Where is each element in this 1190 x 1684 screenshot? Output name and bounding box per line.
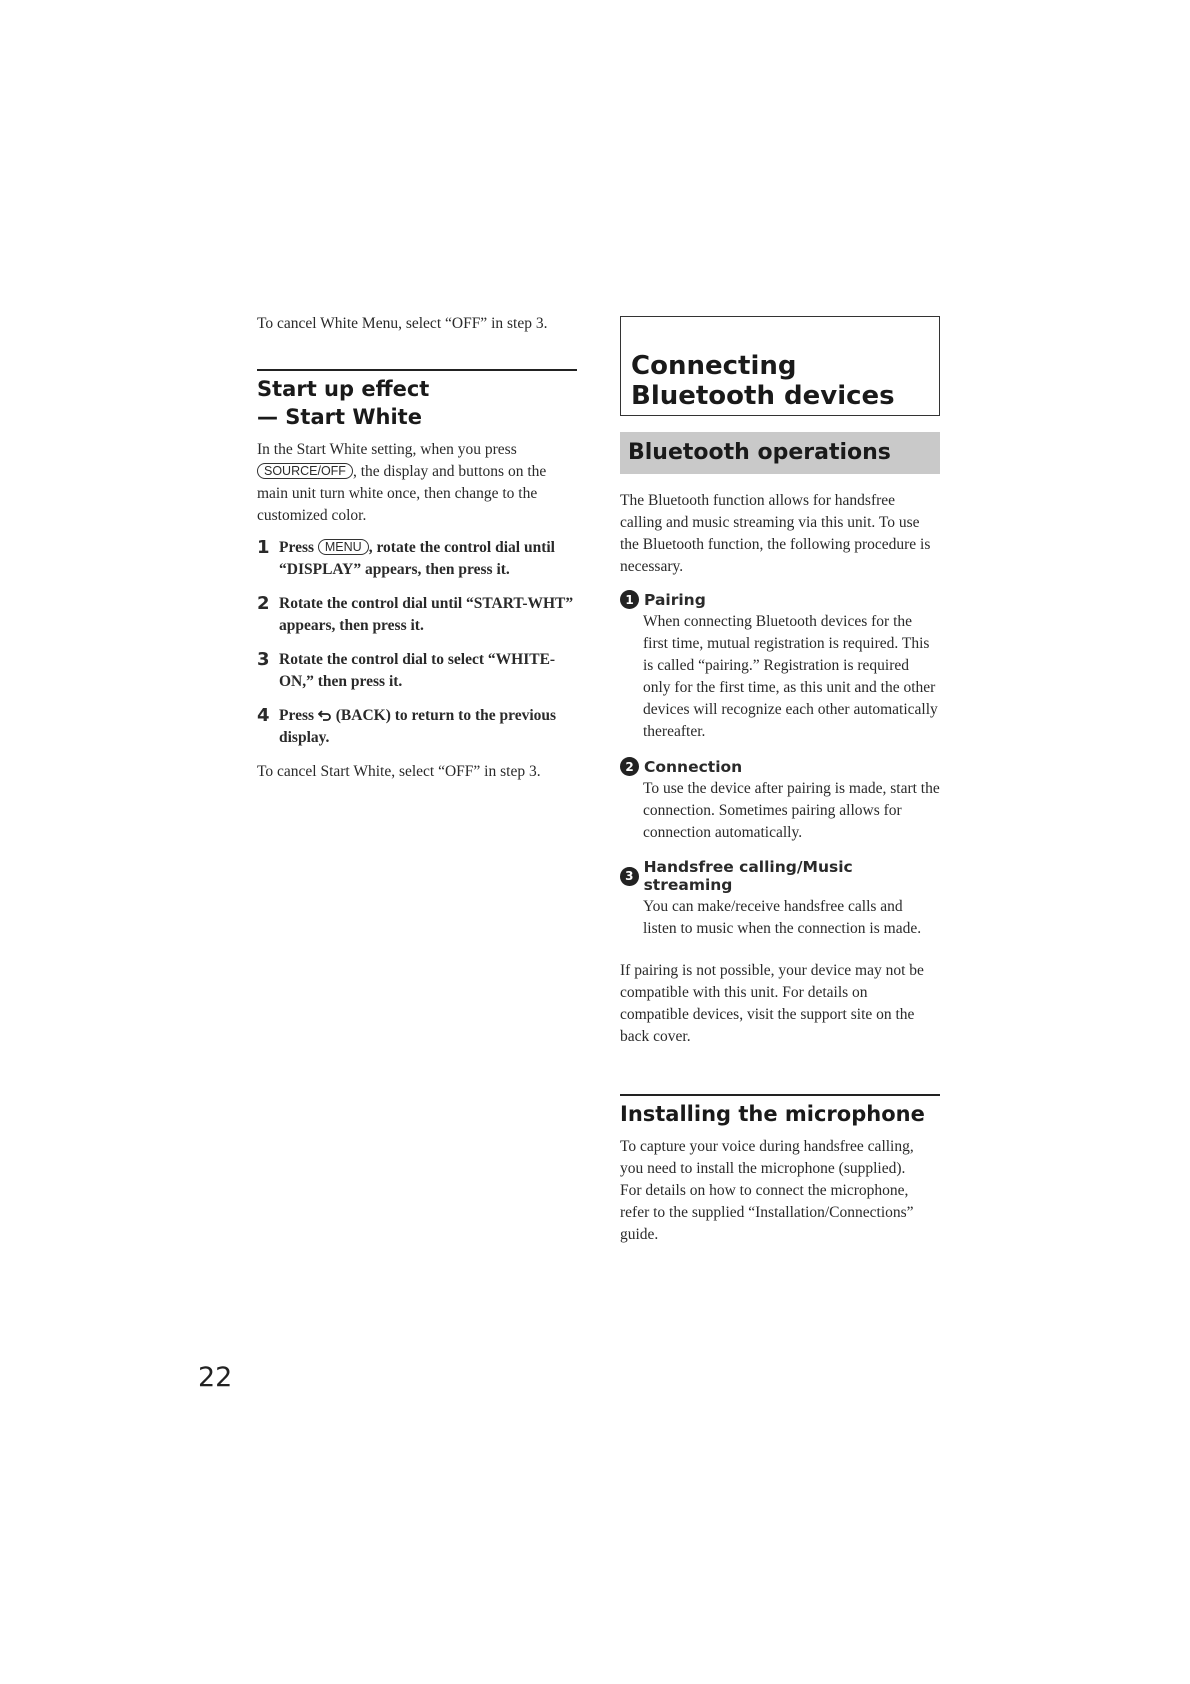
step-item [257,537,577,581]
microphone-text-1: To capture your voice during handsfree calling, you need to install the microphone (supplied). [620,1138,914,1177]
number-1-icon: 1 [620,590,639,609]
step-number: 1 [257,537,270,558]
step-number: 3 [257,649,270,670]
number-3-icon: 3 [620,867,639,886]
page-number: 22 [198,1362,233,1393]
step-number: 4 [257,705,270,726]
pairing-title: Pairing [644,590,706,609]
handsfree-text: You can make/receive handsfree calls and listen to music when the connection is made. [643,898,922,937]
connection-heading [620,757,940,776]
handsfree-heading [620,858,940,894]
step-item [257,705,577,749]
menu-key: MENU [318,539,369,555]
section-title [257,375,577,431]
step-text: Rotate the control dial to select “WHITE-ON,” then press it. [279,651,556,690]
pairing-compatibility-note: If pairing is not possible, your device may not be compatible with this unit. For details on compatible devices, visit the support site on the back cover. [620,962,924,1045]
chapter-title [631,351,929,411]
section-title-line1: Start up effect [257,377,430,401]
step-number: 2 [257,593,270,614]
start-white-cancel-note: To cancel Start White, select “OFF” in step 3. [257,763,541,780]
step-text: Rotate the control dial until “START-WHT” appears, then press it. [279,595,574,634]
microphone-title: Installing the microphone [620,1102,925,1126]
left-column [257,313,577,783]
step-item [257,593,577,637]
connection-item [620,757,940,844]
handsfree-title: Handsfree calling/Music streaming [643,858,853,894]
pairing-text: When connecting Bluetooth devices for the first time, mutual registration is required. This is called “pairing.” Registration is required only for the first time, as this unit and the other devices will recognize each other automatically thereafter. [643,613,938,740]
back-arrow-icon [318,707,332,724]
chapter-title-line1: Connecting [631,351,797,381]
description-text-cont: , the display and buttons on the main unit turn white once, then change to the customized color. [257,463,547,524]
step-text: Press MENU , rotate the control dial until “DISPLAY” appears, then press it. [279,539,555,578]
white-menu-cancel-note: To cancel White Menu, select “OFF” in step 3. [257,315,548,332]
start-white-description [257,439,577,527]
section-bar [620,432,940,474]
section-title-line2: — Start White [257,405,422,429]
number-2-icon: 2 [620,757,639,776]
step-text: Press (BACK) to return to the previous display. [279,707,557,746]
start-white-section [257,369,577,431]
connection-text: To use the device after pairing is made, start the connection. Sometimes pairing allows for connection automatically. [643,780,940,841]
source-off-key: SOURCE/OFF [257,463,353,479]
microphone-section [620,1094,940,1128]
description-text: In the Start White setting, when you press [257,441,517,458]
chapter-title-line2: Bluetooth devices [631,381,895,411]
chapter-title-box [620,316,940,416]
step-item [257,649,577,693]
right-column [620,316,940,1246]
steps-list [257,537,577,749]
microphone-text-2: For details on how to connect the microphone, refer to the supplied “Installation/Connections” guide. [620,1182,914,1243]
pairing-heading [620,590,940,609]
pairing-item [620,590,940,743]
handsfree-item [620,858,940,940]
bluetooth-intro: The Bluetooth function allows for handsfree calling and music streaming via this unit. To use the Bluetooth function, the following procedure is necessary. [620,492,931,575]
section-bar-title: Bluetooth operations [628,440,891,465]
connection-title: Connection [644,757,743,776]
